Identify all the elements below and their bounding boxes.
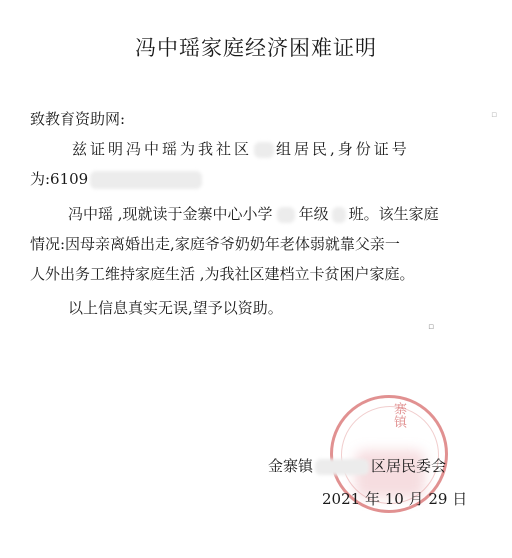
document-title: 冯中瑶家庭经济困难证明 [135,36,377,60]
paragraph1-line1 [72,138,410,159]
paragraph1-line2 [30,168,202,189]
paragraph2-line2: 情况:因母亲离婚出走,家庭爷爷奶奶年老体弱就靠父亲一 [30,235,400,253]
paragraph2-line1 [68,203,439,224]
paragraph2-line3: 人外出务工维持家庭生活 ,为我社区建档立卡贫困户家庭。 [30,265,415,283]
document-date: 2021 年 10 月 29 日 [322,490,468,508]
redacted-grade [277,207,295,223]
paragraph1-line1-after: 组居民,身份证号 [276,140,410,158]
id-prefix: 为:6109 [30,170,89,188]
signature-line [268,455,446,476]
student-name: 冯中瑶 [68,205,114,223]
official-seal-text: 寨镇 [391,402,406,428]
signature-suffix: 区居民委会 [371,457,447,475]
redacted-group-number [254,142,274,158]
paragraph1-line1-before: 兹证明冯中瑶为我社区 [72,140,253,158]
paragraph3: 以上信息真实无误,望予以资助。 [68,299,283,317]
redacted-class [332,207,346,223]
signature-prefix: 金寨镇 [268,457,314,475]
paragraph2-line1-part2: 年级 [298,205,329,223]
paragraph2-line1-part3: 班。该生家庭 [348,205,439,223]
redacted-community-name [315,459,369,475]
edge-mark: ▫ [491,110,498,120]
corner-mark: ▫ [428,322,435,332]
redacted-id-number [90,171,202,189]
paragraph2-line1-part1: ,现就读于金寨中心小学 [113,205,273,223]
salutation: 致教育资助网: [30,110,126,128]
